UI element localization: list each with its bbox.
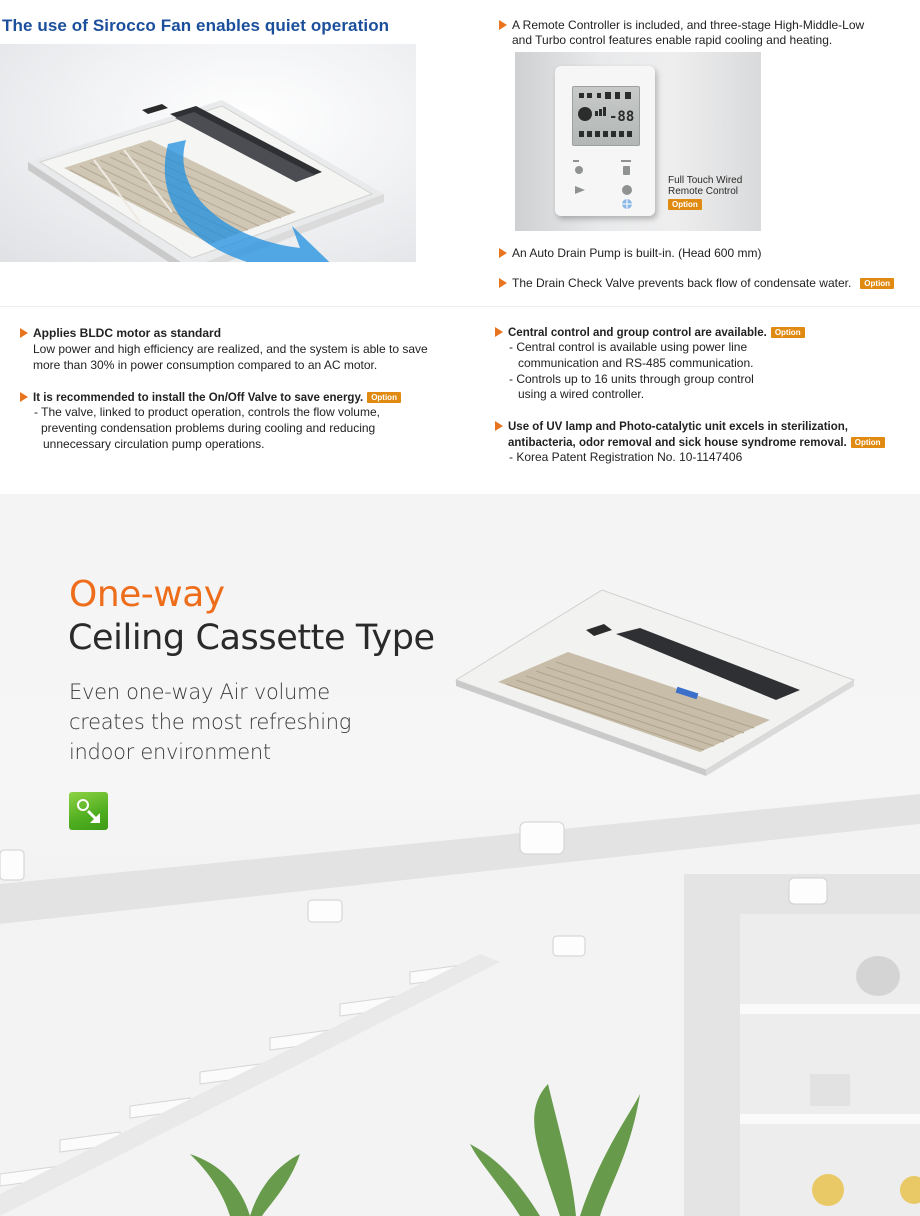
hero-subtitle-line2: creates the most refreshing bbox=[69, 710, 352, 734]
onoff-desc-line1: - The valve, linked to product operation, controls the flow volume, bbox=[34, 405, 380, 419]
arrow-down-right-icon bbox=[69, 792, 108, 830]
remote-text-line2: and Turbo control features enable rapid cooling and heating. bbox=[512, 33, 833, 47]
option-badge: Option bbox=[668, 199, 702, 210]
central-desc-line4: using a wired controller. bbox=[518, 387, 645, 401]
onoff-desc-line2: preventing condensation problems during cooling and reducing bbox=[41, 421, 376, 435]
remote-controller-body bbox=[555, 66, 655, 216]
drain-valve-bullet bbox=[499, 276, 919, 291]
cassette-airflow-illustration bbox=[0, 44, 416, 262]
ceiling-cassette-unit bbox=[456, 590, 854, 776]
remote-controller-photo bbox=[515, 52, 761, 231]
option-badge: Option bbox=[851, 437, 885, 448]
triangle-bullet-icon bbox=[20, 328, 28, 338]
central-control-title: Central control and group control are available. bbox=[508, 327, 767, 339]
uv-title-line2: antibacteria, odor removal and sick house syndrome removal. bbox=[508, 437, 847, 449]
uv-desc-line1: - Korea Patent Registration No. 10-1147406 bbox=[509, 450, 743, 464]
drain-pump-text: An Auto Drain Pump is built-in. (Head 600 mm) bbox=[512, 246, 762, 260]
uv-title-line1: Use of UV lamp and Photo-catalytic unit excels in sterilization, bbox=[508, 421, 848, 433]
option-badge: Option bbox=[860, 278, 894, 289]
triangle-bullet-icon bbox=[499, 278, 507, 288]
lcd-screen bbox=[572, 86, 640, 146]
fan-speed-button bbox=[575, 166, 583, 174]
remote-caption bbox=[668, 175, 742, 211]
onoff-desc-line3: unnecessary circulation pump operations. bbox=[43, 437, 265, 451]
drain-pump-bullet bbox=[499, 246, 919, 261]
triangle-bullet-icon bbox=[499, 20, 507, 30]
hero-title: Ceiling Cassette Type bbox=[68, 618, 435, 658]
snowflake-icon bbox=[622, 199, 632, 209]
bldc-bullet bbox=[20, 326, 480, 341]
triangle-bullet-icon bbox=[495, 421, 503, 431]
section-divider bbox=[0, 306, 920, 307]
bldc-desc-line1: Low power and high efficiency are realized, and the system is able to save bbox=[33, 342, 428, 356]
onoff-valve-title: It is recommended to install the On/Off Valve to save energy. bbox=[33, 392, 364, 404]
drain-valve-text: The Drain Check Valve prevents back flow of condensate water. bbox=[512, 276, 852, 290]
lcd-segments bbox=[573, 87, 641, 147]
uv-lamp-bullet bbox=[495, 419, 915, 451]
fan-icon bbox=[578, 107, 592, 121]
hero-title-accent: One-way bbox=[69, 574, 225, 615]
onoff-valve-bullet bbox=[20, 390, 480, 406]
more-info-button[interactable] bbox=[69, 792, 108, 830]
touch-buttons bbox=[569, 158, 641, 210]
triangle-bullet-icon bbox=[495, 327, 503, 337]
hero-banner bbox=[0, 494, 920, 1216]
hero-subtitle-line3: indoor environment bbox=[69, 740, 271, 764]
central-desc-line1: - Central control is available using power line bbox=[509, 340, 748, 354]
central-control-bullet bbox=[495, 325, 915, 341]
option-badge: Option bbox=[771, 327, 805, 338]
remote-caption-line2: Remote Control bbox=[668, 186, 739, 197]
bldc-title: Applies BLDC motor as standard bbox=[33, 326, 222, 340]
headline: The use of Sirocco Fan enables quiet operation bbox=[2, 16, 390, 35]
direction-button bbox=[575, 186, 585, 194]
lcd-readout: -88 bbox=[609, 109, 635, 125]
sirocco-fan-photo bbox=[0, 44, 416, 262]
option-badge: Option bbox=[367, 392, 401, 403]
triangle-bullet-icon bbox=[499, 248, 507, 258]
remote-controller-bullet bbox=[499, 18, 919, 48]
mode-button bbox=[622, 185, 632, 195]
remote-caption-line1: Full Touch Wired bbox=[668, 175, 743, 186]
bldc-desc-line2: more than 30% in power consumption compared to an AC motor. bbox=[33, 358, 378, 372]
hero-subtitle-line1: Even one-way Air volume bbox=[69, 680, 330, 704]
central-desc-line3: - Controls up to 16 units through group control bbox=[509, 372, 754, 386]
central-desc-line2: communication and RS-485 communication. bbox=[518, 356, 754, 370]
triangle-bullet-icon bbox=[20, 392, 28, 402]
swing-button bbox=[623, 166, 630, 175]
remote-text-line1: A Remote Controller is included, and three-stage High-Middle-Low bbox=[512, 18, 865, 32]
